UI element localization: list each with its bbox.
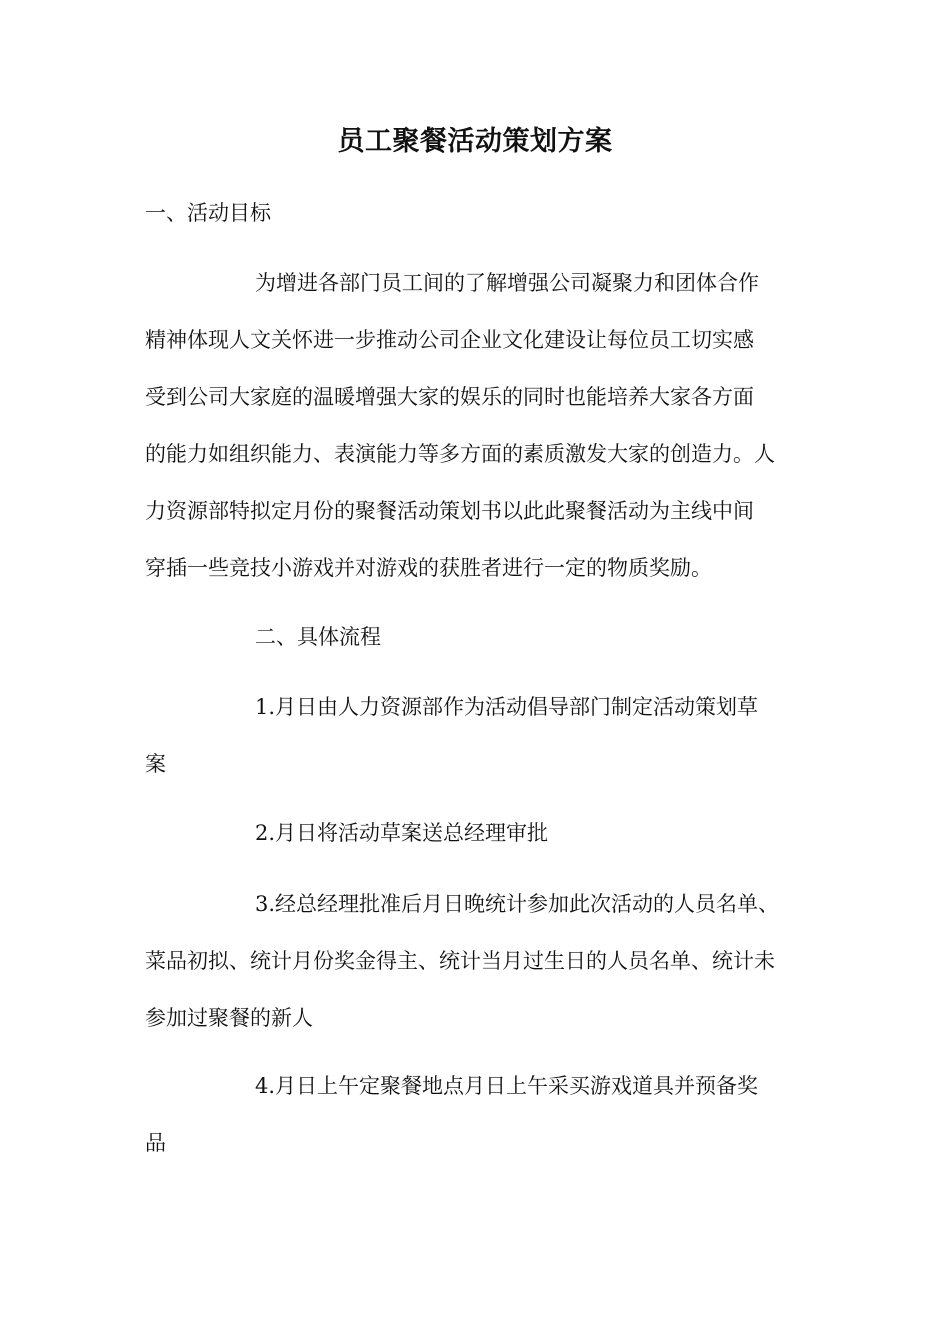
- section-heading: 一、活动目标: [145, 201, 271, 225]
- paragraph-line: 为增进各部门员工间的了解增强公司凝聚力和团体合作: [255, 271, 759, 295]
- step-4: [145, 1058, 810, 1172]
- step-line: 参加过聚餐的新人: [145, 1006, 313, 1030]
- paragraph-line: 穿插一些竞技小游戏并对游戏的获胜者进行一定的物质奖励。: [145, 556, 712, 580]
- step-line: 1.月日由人力资源部作为活动倡导部门制定活动策划草: [255, 695, 759, 719]
- paragraph-line: 的能力如组织能力、表演能力等多方面的素质激发大家的创造力。人: [145, 442, 775, 466]
- step-line: 案: [145, 752, 166, 776]
- step-1: [145, 679, 810, 793]
- paragraph-line: 力资源部特拟定月份的聚餐活动策划书以此此聚餐活动为主线中间: [145, 499, 754, 523]
- step-line: 菜品初拟、统计月份奖金得主、统计当月过生日的人员名单、统计未: [145, 949, 775, 973]
- section1-heading-block: [145, 185, 810, 242]
- step-line: 品: [145, 1131, 166, 1155]
- section2-heading-block: [145, 609, 810, 666]
- paragraph-line: 受到公司大家庭的温暖增强大家的娱乐的同时也能培养大家各方面: [145, 385, 754, 409]
- step-2: [145, 805, 810, 862]
- document-title: 员工聚餐活动策划方案: [337, 126, 613, 157]
- step-3: [145, 876, 810, 1047]
- section-heading: 二、具体流程: [255, 625, 381, 649]
- step-line: 2.月日将活动草案送总经理审批: [255, 821, 549, 845]
- step-line: 3.经总经理批准后月日晚统计参加此次活动的人员名单、: [255, 892, 780, 916]
- section1-paragraph: [145, 255, 810, 597]
- paragraph-line: 精神体现人文关怀进一步推动公司企业文化建设让每位员工切实感: [145, 328, 754, 352]
- step-line: 4.月日上午定聚餐地点月日上午采买游戏道具并预备奖: [255, 1074, 759, 1098]
